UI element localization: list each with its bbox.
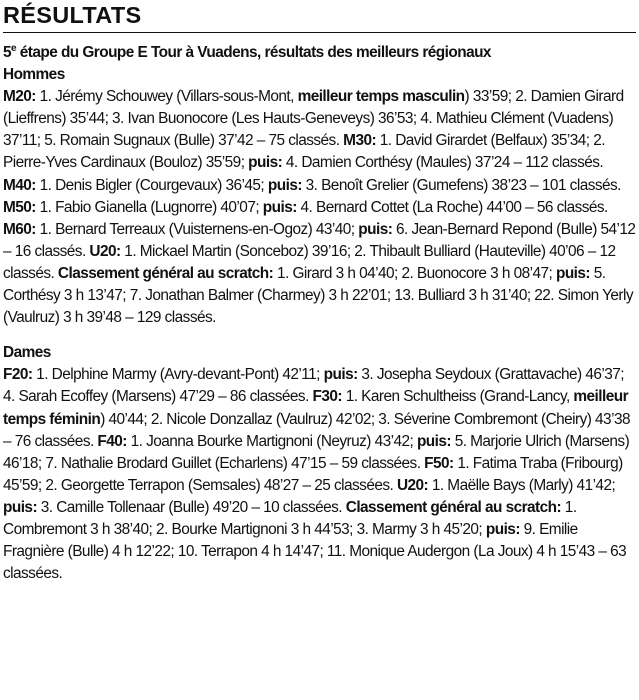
result-label: puis:	[485, 520, 520, 538]
result-text: 1. Denis Bigler (Courgevaux) 36’45;	[35, 176, 268, 194]
result-label: puis:	[262, 198, 297, 216]
result-label: puis:	[416, 432, 451, 450]
result-text: 1. Karen Schultheiss (Grand-Lancy,	[341, 388, 574, 406]
result-text: 1. Girard 3 h 04’40; 2. Buonocore 3 h 08’47;	[273, 264, 556, 282]
section-title-dames: Dames	[3, 344, 51, 362]
result-label: puis:	[3, 498, 38, 516]
section-spacer	[3, 329, 636, 342]
result-label: F40:	[97, 432, 127, 450]
result-label: puis:	[267, 176, 302, 194]
result-label: Classement général au scratch:	[345, 498, 562, 516]
stage-ordinal-suffix: e	[11, 42, 17, 54]
result-text: 1. Delphine Marmy (Avry-devant-Pont) 42’11;	[32, 366, 324, 384]
result-text: ) 40’44; 2. Nicole Donzallaz (Vaulruz) 42’02; 3. Séverine Combremont (Cheiry) 43’38 – 76 classées.	[3, 410, 630, 450]
result-text: 4. Bernard Cottet (La Roche) 44’00 – 56 classés.	[296, 198, 608, 216]
result-text: 5. Corthésy 3 h 13’47; 7. Jonathan Balmer (Charmey) 3 h 22’01; 13. Bulliard 3 h 31’40; 22. Simon Yerly (Vaulruz) 3 h 39’48 – 129 classés.	[3, 264, 633, 327]
result-label: F20:	[3, 366, 33, 384]
result-label: U20:	[89, 242, 121, 260]
result-text: 3. Josepha Seydoux (Grattavache) 46’37; 4. Sarah Ecoffey (Marsens) 47’29 – 86 classées.	[3, 366, 624, 406]
section-body-hommes	[3, 86, 636, 329]
result-text: 4. Damien Corthésy (Maules) 37’24 – 112 classés.	[282, 154, 604, 172]
result-text: 6. Jean-Bernard Repond (Bulle) 54’12 – 16 classés.	[3, 220, 636, 260]
result-text: 5. Marjorie Ulrich (Marsens) 46’18; 7. Nathalie Brodard Guillet (Echarlens) 47’15 – 59 classées.	[3, 432, 630, 472]
stage-heading-text: étape du Groupe E Tour à Vuadens, résultats des meilleurs régionaux	[16, 44, 491, 61]
result-label: F50:	[424, 454, 454, 472]
result-label: meilleur temps féminin	[3, 388, 629, 428]
result-text: 1. Mickael Martin (Sonceboz) 39’16; 2. Thibault Bulliard (Hauteville) 40’06 – 12 classés.	[3, 242, 616, 282]
result-label: puis:	[555, 264, 590, 282]
results-article	[3, 42, 636, 585]
result-text: 9. Emilie Fragnière (Bulle) 4 h 12’22; 10. Terrapon 4 h 14’47; 11. Monique Audergon (La Joux) 4 h 15’43 – 63 classées.	[3, 520, 627, 583]
result-label: meilleur temps masculin	[297, 88, 465, 106]
stage-ordinal: 5	[3, 44, 12, 61]
result-text: 1. Bernard Terreaux (Vuisternens-en-Ogoz) 43’40;	[35, 220, 359, 238]
result-text: 1. Combremont 3 h 38’40; 2. Bourke Martignoni 3 h 44’53; 3. Marmy 3 h 45’20;	[3, 498, 577, 538]
result-label: M30:	[343, 132, 377, 150]
result-label: puis:	[323, 366, 358, 384]
result-text: 1. Jérémy Schouwey (Villars-sous-Mont,	[35, 88, 298, 106]
result-label: Classement général au scratch:	[57, 264, 274, 282]
result-text: 1. Fabio Gianella (Lugnorre) 40’07;	[35, 198, 263, 216]
title-divider	[3, 32, 636, 33]
page-title: RÉSULTATS	[3, 2, 142, 28]
result-label: M40:	[3, 176, 36, 194]
result-label: M60:	[3, 220, 36, 238]
result-text: 1. Fatima Traba (Fribourg) 45’59; 2. Georgette Terrapon (Semsales) 48’27 – 25 classées.	[3, 454, 623, 494]
result-label: M50:	[3, 198, 36, 216]
result-label: puis:	[248, 154, 283, 172]
result-label: M20:	[3, 88, 36, 106]
result-text: 1. Joanna Bourke Martignoni (Neyruz) 43’42;	[126, 432, 417, 450]
section-title-hommes: Hommes	[3, 66, 65, 84]
result-label: F30:	[312, 388, 342, 406]
result-text: 1. Maëlle Bays (Marly) 41’42;	[428, 476, 616, 494]
section-body-dames	[3, 364, 636, 585]
result-label: U20:	[396, 476, 429, 494]
result-text: 3. Benoît Grelier (Gumefens) 38’23 – 101 classés.	[301, 176, 621, 194]
result-text: 1. David Girardet (Belfaux) 35’34; 2. Pierre-Yves Cardinaux (Bouloz) 35’59;	[3, 132, 605, 172]
result-text: 3. Camille Tollenaar (Bulle) 49’20 – 10 classées.	[37, 498, 346, 516]
stage-heading	[3, 42, 636, 64]
result-text: ) 33’59; 2. Damien Girard (Lieffrens) 35’44; 3. Ivan Buonocore (Les Hauts-Geneveys) 36’53; 4. Mathieu Clément (Vuadens) 37’11; 5. Romain Sugnaux (Bulle) 37’42 – 75 classés.	[3, 88, 624, 150]
result-label: puis:	[358, 220, 393, 238]
